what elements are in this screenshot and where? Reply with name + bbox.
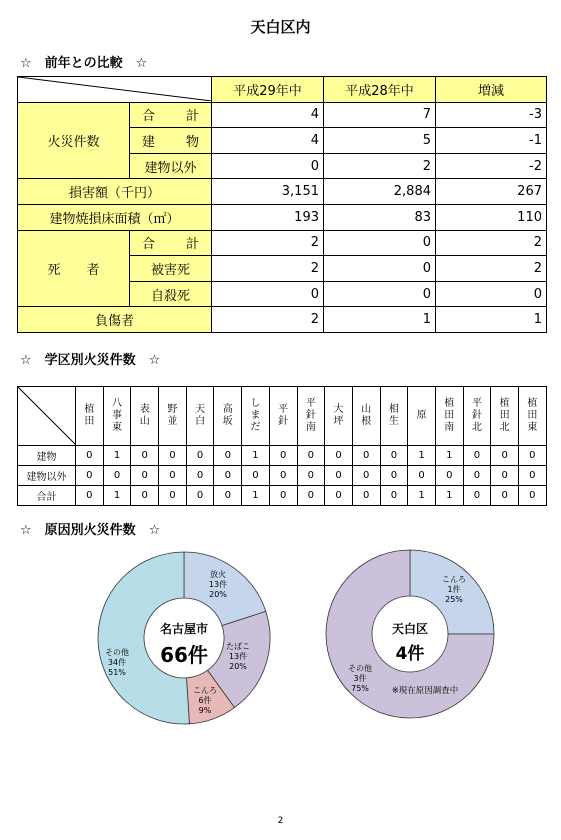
- district-header-char: 平: [471, 398, 482, 409]
- cell-value: 0: [131, 486, 159, 506]
- district-header-char: 針: [305, 410, 316, 421]
- slice-count: 1件: [447, 585, 461, 594]
- cell-value: 0: [463, 466, 491, 486]
- cell-value: 2: [324, 153, 436, 179]
- slice-name: その他: [105, 648, 129, 657]
- table-row: [18, 387, 547, 446]
- cell-value: 0: [491, 466, 519, 486]
- district-header-char: 田: [444, 410, 455, 421]
- district-header: [352, 387, 380, 446]
- cell-value: 1: [435, 446, 463, 466]
- cell-value: 1: [242, 446, 270, 466]
- comparison-table: [17, 76, 547, 333]
- page-number: 2: [277, 816, 284, 826]
- page-title: 天白区内: [250, 18, 311, 36]
- district-header-char: 生: [388, 416, 399, 427]
- cell-value: 0: [159, 466, 187, 486]
- table-row: [18, 204, 547, 230]
- header-h28: 平成28年中: [324, 77, 436, 103]
- cell-value: 2: [436, 230, 547, 256]
- header-h29: 平成29年中: [212, 77, 324, 103]
- cell-value: 0: [435, 466, 463, 486]
- cell-value: 0: [325, 486, 353, 506]
- slice-label-stove: [185, 686, 225, 716]
- center-value: 4件: [395, 644, 425, 664]
- cell-value: 0: [159, 446, 187, 466]
- district-header-char: 表: [139, 404, 150, 415]
- table-row: [18, 486, 547, 506]
- district-header-char: 原: [416, 410, 427, 421]
- slice-label-stove: [434, 575, 474, 605]
- cell-value: 0: [159, 486, 187, 506]
- cell-value: 0: [380, 446, 408, 466]
- cell-value: 1: [103, 446, 131, 466]
- donut-center-tenpaku: [360, 620, 460, 664]
- district-header-char: 南: [444, 422, 455, 433]
- district-header-char: 田: [84, 416, 95, 427]
- cell-value: 0: [186, 486, 214, 506]
- center-value: 66件: [160, 643, 208, 667]
- district-header-char: 田: [499, 410, 510, 421]
- slice-label-arson: [198, 570, 238, 600]
- district-header-char: 根: [361, 416, 372, 427]
- district-header-char: し: [250, 398, 261, 409]
- slice-pct: 20%: [229, 662, 247, 671]
- row-label: 自殺死: [130, 281, 212, 307]
- cell-value: 1: [242, 486, 270, 506]
- district-header-char: 天: [195, 404, 206, 415]
- cell-value: 1: [408, 486, 436, 506]
- slice-name: たばこ: [226, 642, 250, 651]
- slice-name: こんろ: [193, 686, 217, 695]
- cell-value: 3,151: [212, 179, 324, 205]
- row-label: 合 計: [130, 102, 212, 128]
- cell-value: 0: [380, 486, 408, 506]
- district-header-char: 田: [527, 410, 538, 421]
- slice-label-other: [340, 664, 380, 694]
- cell-value: 1: [324, 307, 436, 333]
- slice-count: 13件: [228, 652, 248, 661]
- cell-value: 0: [297, 466, 325, 486]
- diagonal-line: [18, 77, 212, 101]
- table-row: [18, 77, 547, 103]
- district-header-char: 山: [139, 416, 150, 427]
- district-table: [17, 386, 547, 506]
- diagonal-line: [18, 387, 76, 445]
- district-header-char: 植: [84, 404, 95, 415]
- cell-value: 0: [76, 446, 104, 466]
- district-header: [380, 387, 408, 446]
- row-label: 建物焼損床面積（㎡）: [18, 204, 212, 230]
- row-label: 建 物: [130, 128, 212, 154]
- district-header-char: 東: [527, 422, 538, 433]
- district-header-char: 植: [444, 398, 455, 409]
- district-header: [297, 387, 325, 446]
- district-header-char: 針: [278, 416, 289, 427]
- district-header-char: 平: [278, 404, 289, 415]
- cell-value: 0: [214, 466, 242, 486]
- cell-value: 0: [463, 486, 491, 506]
- cell-value: 0: [297, 446, 325, 466]
- cell-value: 0: [519, 486, 547, 506]
- cell-value: 5: [324, 128, 436, 154]
- table-row: [18, 466, 547, 486]
- cell-value: 0: [436, 281, 547, 307]
- cell-value: 0: [352, 486, 380, 506]
- cell-value: 0: [212, 281, 324, 307]
- cell-value: 110: [436, 204, 547, 230]
- cell-value: 2: [436, 256, 547, 282]
- district-header-char: 野: [167, 404, 178, 415]
- district-header: [463, 387, 491, 446]
- slice-name: その他: [348, 664, 372, 673]
- cell-value: 0: [324, 230, 436, 256]
- cell-value: 267: [436, 179, 547, 205]
- slice-name: 放火: [210, 570, 226, 579]
- cell-value: 7: [324, 102, 436, 128]
- district-header-char: 北: [471, 422, 482, 433]
- district-header-char: 高: [222, 404, 233, 415]
- row-label: 建物以外: [18, 466, 76, 486]
- cell-value: 0: [76, 466, 104, 486]
- district-header-char: 坪: [333, 416, 344, 427]
- diagonal-header-cell: [18, 77, 212, 103]
- cell-value: -3: [436, 102, 547, 128]
- section-title-comparison: ☆ 前年との比較 ☆: [20, 56, 148, 71]
- row-label: 建物: [18, 446, 76, 466]
- header-diff: 増減: [436, 77, 547, 103]
- district-header: [269, 387, 297, 446]
- table-row: [18, 102, 547, 128]
- slice-count: 3件: [353, 674, 367, 683]
- district-header-char: 相: [388, 404, 399, 415]
- district-header-char: 東: [112, 422, 123, 433]
- cell-value: 0: [491, 446, 519, 466]
- table-row: [18, 307, 547, 333]
- district-header: [186, 387, 214, 446]
- district-header: [131, 387, 159, 446]
- slice-pct: 9%: [198, 706, 212, 715]
- diagonal-header-cell: [18, 387, 76, 446]
- cell-value: 0: [76, 486, 104, 506]
- district-header-char: だ: [250, 422, 261, 433]
- cell-value: 0: [214, 486, 242, 506]
- district-header-char: 大: [333, 404, 344, 415]
- district-header-char: 白: [195, 416, 206, 427]
- cell-value: 1: [103, 486, 131, 506]
- slice-pct: 25%: [445, 595, 463, 604]
- cell-value: 4: [212, 128, 324, 154]
- table-row: [18, 446, 547, 466]
- district-header: [103, 387, 131, 446]
- cell-value: 2: [212, 230, 324, 256]
- cell-value: 0: [186, 466, 214, 486]
- cell-value: 0: [269, 486, 297, 506]
- cell-value: 0: [242, 466, 270, 486]
- cell-value: 0: [324, 281, 436, 307]
- row-label: 被害死: [130, 256, 212, 282]
- cell-value: 0: [325, 466, 353, 486]
- cell-value: 0: [408, 466, 436, 486]
- district-header-char: 南: [305, 422, 316, 433]
- district-header-char: 北: [499, 422, 510, 433]
- district-header-char: 事: [112, 410, 123, 421]
- district-header: [159, 387, 187, 446]
- district-header-char: 植: [499, 398, 510, 409]
- table-row: [18, 230, 547, 256]
- cell-value: 0: [519, 466, 547, 486]
- slice-count: 34件: [107, 658, 127, 667]
- row-label: 合計: [18, 486, 76, 506]
- cell-value: 2: [212, 256, 324, 282]
- slice-name: こんろ: [442, 575, 466, 584]
- row-label: 負傷者: [18, 307, 212, 333]
- cell-value: 193: [212, 204, 324, 230]
- cell-value: 0: [352, 446, 380, 466]
- table-row: [18, 179, 547, 205]
- slice-label-other: [97, 648, 137, 678]
- cell-value: 0: [463, 446, 491, 466]
- district-header: [242, 387, 270, 446]
- district-header-char: 針: [471, 410, 482, 421]
- district-header: [325, 387, 353, 446]
- slice-pct: 20%: [209, 590, 227, 599]
- slice-label-tobacco: [218, 642, 258, 672]
- cell-value: 0: [212, 153, 324, 179]
- district-header: [408, 387, 436, 446]
- slice-count: 13件: [208, 580, 228, 589]
- slice-pct: 51%: [108, 668, 126, 677]
- section-title-districts: ☆ 学区別火災件数 ☆: [20, 353, 161, 368]
- center-title: 天白区: [391, 622, 428, 636]
- district-header-char: 平: [305, 398, 316, 409]
- district-header-char: 山: [361, 404, 372, 415]
- district-header-char: ま: [250, 410, 261, 421]
- cell-value: 0: [325, 446, 353, 466]
- cell-value: 2,884: [324, 179, 436, 205]
- cell-value: 0: [297, 486, 325, 506]
- district-header-char: 並: [167, 416, 178, 427]
- death-label: 死 者: [18, 230, 130, 307]
- cell-value: 1: [436, 307, 547, 333]
- center-title: 名古屋市: [159, 622, 208, 636]
- district-header: [435, 387, 463, 446]
- slice-pct: 75%: [351, 684, 369, 693]
- district-header: [491, 387, 519, 446]
- cell-value: 0: [269, 446, 297, 466]
- cell-value: 0: [491, 486, 519, 506]
- fire-count-label: 火災件数: [18, 102, 130, 179]
- cell-value: 4: [212, 102, 324, 128]
- cell-value: 0: [324, 256, 436, 282]
- cell-value: -1: [436, 128, 547, 154]
- district-header-char: 坂: [222, 416, 233, 427]
- row-label: 建物以外: [130, 153, 212, 179]
- cell-value: 0: [131, 446, 159, 466]
- district-header-char: 八: [112, 398, 123, 409]
- cell-value: 83: [324, 204, 436, 230]
- cell-value: 0: [519, 446, 547, 466]
- cell-value: 0: [103, 466, 131, 486]
- cell-value: 0: [380, 466, 408, 486]
- district-header: [214, 387, 242, 446]
- section-title-causes: ☆ 原因別火災件数 ☆: [20, 523, 161, 538]
- row-label: 損害額（千円）: [18, 179, 212, 205]
- cell-value: 0: [269, 466, 297, 486]
- cell-value: 0: [186, 446, 214, 466]
- district-header: [519, 387, 547, 446]
- cell-value: -2: [436, 153, 547, 179]
- investigation-note: ※現在原因調査中: [391, 686, 459, 696]
- cell-value: 0: [214, 446, 242, 466]
- cell-value: 0: [352, 466, 380, 486]
- slice-count: 6件: [198, 696, 212, 705]
- cell-value: 0: [131, 466, 159, 486]
- cell-value: 1: [408, 446, 436, 466]
- cell-value: 2: [212, 307, 324, 333]
- cell-value: 1: [435, 486, 463, 506]
- district-header-char: 植: [527, 398, 538, 409]
- district-header: [76, 387, 104, 446]
- row-label: 合 計: [130, 230, 212, 256]
